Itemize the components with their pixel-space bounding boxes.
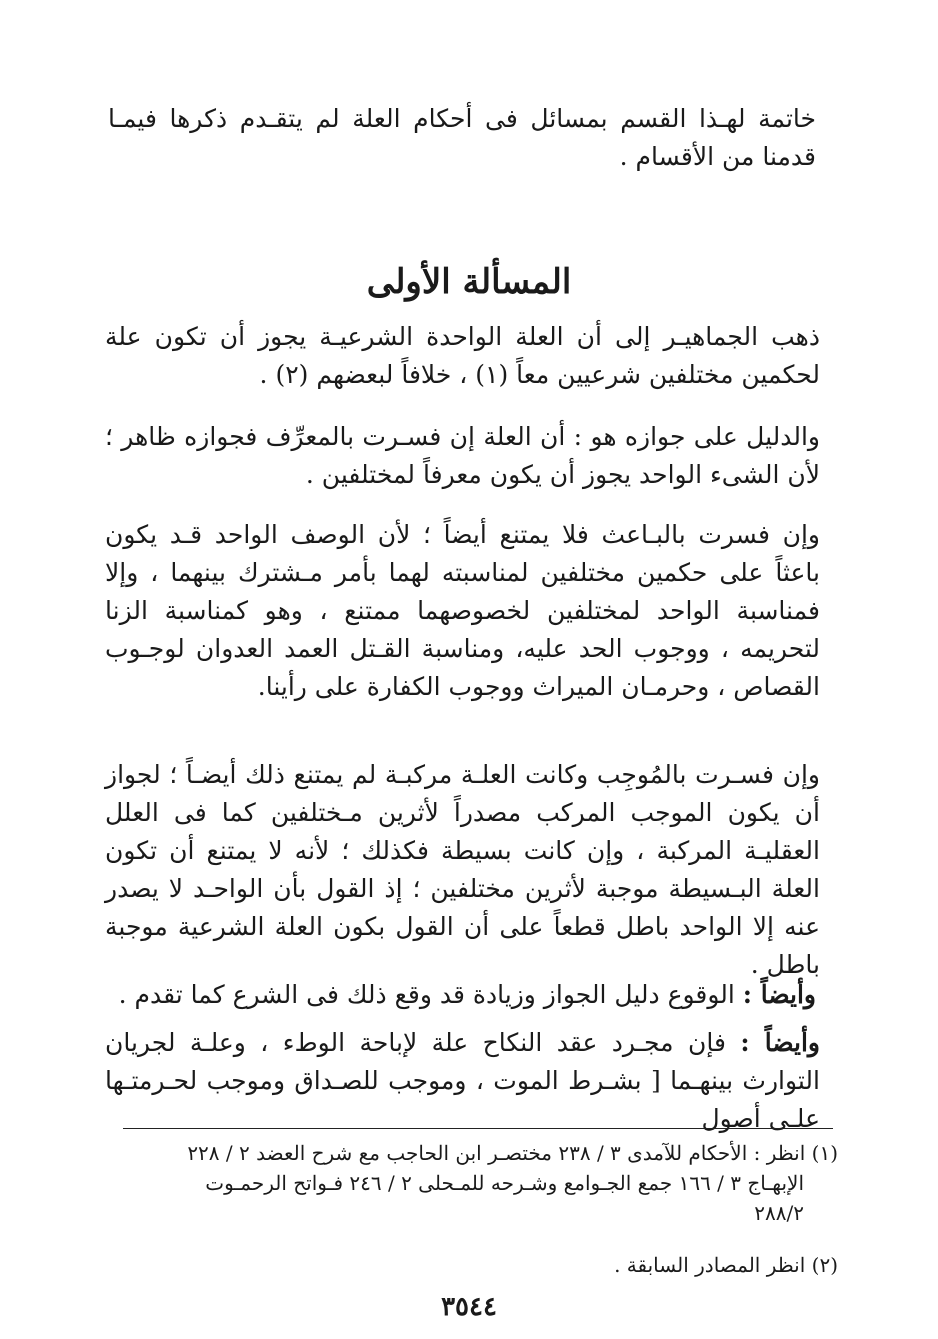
paragraph-lead: وأيضاً : xyxy=(742,980,816,1009)
footnote-line: ٢٨٨/٢ xyxy=(754,1201,804,1225)
footnote-line: (١) انظر : الأحكام للآمدى ٣ / ٢٣٨ مختصـر ابن الحاجب مع شرح العضد ٢ / ٢٢٨ xyxy=(187,1141,838,1165)
paragraph-also-marriage xyxy=(105,1024,820,1138)
footnote-2: (٢) انظر المصادر السابقة . xyxy=(614,1253,838,1277)
footnote-line: الإبهـاج ٣ / ١٦٦ جمع الجـوامع وشـرحه للمـحلى ٢ / ٢٤٦ فـواتح الرحمـوت xyxy=(205,1171,804,1195)
paragraph-text: فإن مجـرد عقد النكاح علة لإباحة الوطء ، وعلـة لجريان التوارث بينهـما [ بشـرط الموت ، وموجب للصـداق وموجب لحـرمتـها علـى أصول xyxy=(105,1028,820,1133)
paragraph-motive: وإن فسرت بالبـاعث فلا يمتنع أيضاً ؛ لأن الوصف الواحد قـد يكون باعثاً على حكمين مختلفين لمناسبته لهما بأمر مـشترك بينهما ، وإلا فمناسبة الواحد لمختلفين لخصوصهما ممتنع ، وهو كمناسبة الزنا لتحريمه ، ووجوب الحد عليه، ومناسبة القـتل العمد العدوان لوجـوب القصاص ، وحرمـان الميراث ووجوب الكفارة على رأينا. xyxy=(105,520,820,701)
footnote-divider xyxy=(123,1128,833,1129)
section-title: المسألة الأولى xyxy=(366,262,572,302)
paragraph-lead: وأيضاً : xyxy=(740,1028,820,1057)
paragraph-majority-view: ذهب الجماهيـر إلى أن العلة الواحدة الشرعيـة يجوز أن تكون علة لحكمين مختلفين شرعيين معاً (١) ، خلافاً لبعضهم (٢) . xyxy=(105,322,820,389)
page-number: ٣٥٤٤ xyxy=(441,1292,497,1322)
intro-paragraph: خاتمة لهـذا القسم بمسائل فى أحكام العلة لم يتقـدم ذكرها فيمـا قدمنا من الأقسام . xyxy=(108,104,816,171)
footnote-1 xyxy=(100,1138,838,1228)
paragraph-also-occurrence xyxy=(105,976,816,1014)
paragraph-cause: وإن فسـرت بالمُوجِب وكانت العلـة مركبـة لم يمتنع ذلك أيضـاً ؛ لجواز أن يكون الموجب المركب مصدراً لأثرين مـختلفين كما فى العلل العقليـة المركبة ، وإن كانت بسيطة فكذلك ؛ لأنه لا يمتنع أن تكون العلة البـسيطة موجبة لأثرين مختلفين ؛ إذ القول بأن الواحـد لا يصدر عنه إلا الواحد باطل قطعاً على أن القول بكون العلة الشرعية موجبة باطل . xyxy=(105,760,820,979)
paragraph-evidence: والدليل على جوازه هو : أن العلة إن فسـرت بالمعرِّف فجوازه ظاهر ؛ لأن الشىء الواحد يجوز أن يكون معرفاً لمختلفين . xyxy=(105,422,820,489)
paragraph-text: الوقوع دليل الجواز وزيادة قد وقع ذلك فى الشرع كما تقدم . xyxy=(118,980,743,1009)
